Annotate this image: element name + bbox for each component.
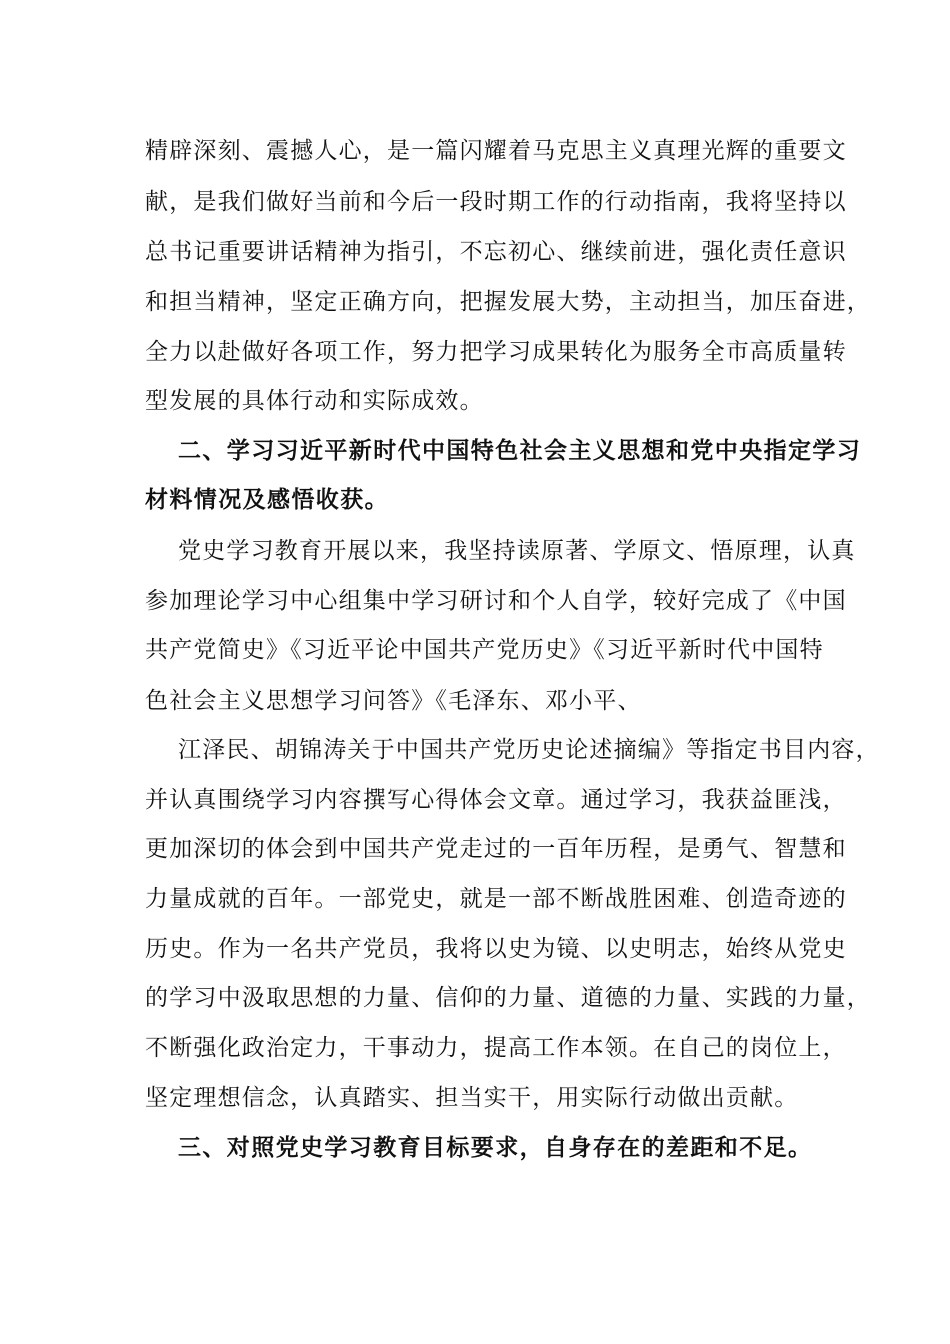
- body-line-4: 和担当精神，坚定正确方向，把握发展大势，主动担当，加压奋进，: [145, 289, 871, 315]
- body-line-3: 总书记重要讲话精神为指引，不忘初心、继续前进，强化责任意识: [145, 239, 847, 265]
- body-line-12: 色社会主义思想学习问答》《毛泽东、邓小平、: [145, 688, 642, 714]
- body-line-10: 参加理论学习中心组集中学习研讨和个人自学，较好完成了《中国: [145, 588, 847, 614]
- body-line-16: 力量成就的百年。一部党史，就是一部不断战胜困难、创造奇迹的: [145, 886, 847, 912]
- section-heading-2-line-1: 二、学习习近平新时代中国特色社会主义思想和党中央指定学习: [178, 438, 862, 464]
- body-line-9: 党史学习教育开展以来，我坚持读原著、学原文、悟原理，认真: [178, 538, 856, 564]
- body-line-2: 献，是我们做好当前和今后一段时期工作的行动指南，我将坚持以: [145, 189, 847, 215]
- section-heading-2-line-2: 材料情况及感悟收获。: [145, 487, 389, 513]
- body-line-13: 江泽民、胡锦涛关于中国共产党历史论述摘编》等指定书目内容，: [178, 737, 880, 763]
- body-line-18: 的学习中汲取思想的力量、信仰的力量、道德的力量、实践的力量，: [145, 985, 871, 1011]
- body-line-17: 历史。作为一名共产党员，我将以史为镜、以史明志，始终从党史: [145, 936, 847, 962]
- section-heading-3: 三、对照党史学习教育目标要求，自身存在的差距和不足。: [178, 1135, 813, 1161]
- body-line-20: 坚定理想信念，认真踏实、担当实干，用实际行动做出贡献。: [145, 1085, 799, 1111]
- body-line-14: 并认真围绕学习内容撰写心得体会文章。通过学习，我获益匪浅，: [145, 787, 847, 813]
- body-line-15: 更加深切的体会到中国共产党走过的一百年历程，是勇气、智慧和: [145, 836, 847, 862]
- body-line-5: 全力以赴做好各项工作，努力把学习成果转化为服务全市高质量转: [145, 339, 847, 365]
- body-line-6: 型发展的具体行动和实际成效。: [145, 388, 484, 414]
- body-line-11: 共产党简史》《习近平论中国共产党历史》《习近平新时代中国特: [145, 637, 824, 663]
- body-line-19: 不断强化政治定力，干事动力，提高工作本领。在自己的岗位上，: [145, 1035, 847, 1061]
- body-line-1: 精辟深刻、震撼人心，是一篇闪耀着马克思主义真理光辉的重要文: [145, 138, 847, 164]
